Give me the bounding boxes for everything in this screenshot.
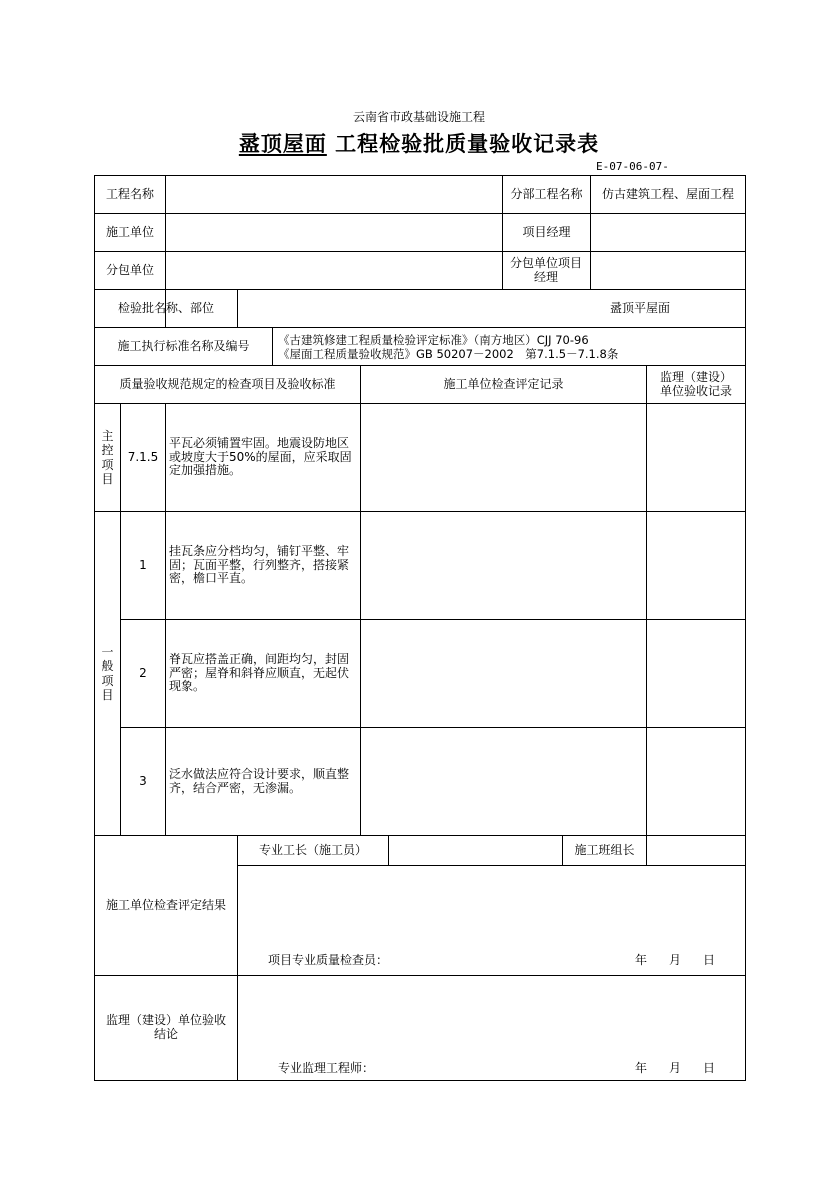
project-name-label: 工程名称	[105, 187, 154, 202]
title-underlined: 盝顶屋面	[238, 132, 327, 156]
foreman-label: 专业工长（施工员）	[258, 843, 367, 858]
month-label: 月	[668, 1060, 681, 1075]
column-contractor-record: 施工单位检查评定记录	[443, 377, 564, 392]
general-item-contractor-record[interactable]	[361, 512, 646, 619]
team-leader-label: 施工班组长	[574, 843, 635, 858]
contractor-value[interactable]	[170, 214, 500, 251]
contractor-result-area[interactable]	[238, 866, 745, 946]
general-item-contractor-record[interactable]	[361, 620, 646, 727]
main-items-group-label: 主 控 项 目	[101, 429, 114, 486]
general-item-contractor-record[interactable]	[361, 728, 646, 835]
sub-manager-value[interactable]	[591, 252, 745, 289]
main-item-text: 平瓦必须铺置牢固。地震设防地区或坡度大于50%的屋面，应采取固定加强措施。	[169, 435, 352, 478]
general-item-text: 挂瓦条应分档均匀，铺钉平整、牢固；瓦面平整，行列整齐，搭接紧密，檐口平直。	[169, 543, 350, 586]
subtitle: 云南省市政基础设施工程	[352, 110, 485, 124]
contractor-label: 施工单位	[105, 225, 154, 240]
engineer-label: 专业监理工程师：	[278, 1060, 375, 1075]
column-criteria: 质量验收规范规定的检查项目及验收标准	[119, 377, 336, 392]
division-value[interactable]: 仿古建筑工程、屋面工程	[601, 187, 734, 202]
main-item-number: 7.1.5	[127, 450, 159, 465]
standard-value	[278, 330, 744, 364]
main-item-contractor-record[interactable]	[361, 404, 646, 511]
supervisor-result-label: 监理（建设）单位验收结论	[105, 1013, 226, 1041]
general-item-supervisor-record[interactable]	[647, 512, 745, 619]
general-item-supervisor-record[interactable]	[647, 620, 745, 727]
inspector-label: 项目专业质量检查员：	[268, 952, 389, 967]
day-label: 日	[702, 952, 715, 967]
general-item-text: 脊瓦应搭盖正确，间距均匀，封固严密；屋脊和斜脊应顺直，无起伏现象。	[169, 651, 350, 694]
general-item-number: 2	[139, 666, 147, 681]
title-rest: 工程检验批质量验收记录表	[326, 132, 600, 156]
supervisor-result-area[interactable]	[238, 976, 745, 1054]
foreman-value[interactable]	[389, 836, 562, 865]
sub-manager-label: 分包单位项目经理	[509, 256, 582, 284]
subcontractor-label: 分包单位	[105, 263, 154, 278]
year-label: 年	[634, 1060, 647, 1075]
standard-label: 施工执行标准名称及编号	[117, 339, 250, 354]
general-item-number: 1	[139, 558, 147, 573]
page-title	[0, 128, 838, 158]
manager-value[interactable]	[591, 214, 745, 251]
general-item-number: 3	[139, 774, 147, 789]
standard-line-1: 《古建筑修建工程质量检验评定标准》（南方地区）CJJ 70-96	[278, 332, 589, 347]
general-item-supervisor-record[interactable]	[647, 728, 745, 835]
general-items-group-label: 一 般 项 目	[101, 645, 114, 702]
general-item-text: 泛水做法应符合设计要求，顺直整齐，结合严密，无渗漏。	[169, 766, 350, 795]
form-code: E-07-06-07-	[596, 160, 669, 173]
batch-value[interactable]: 盝顶平屋面	[609, 301, 670, 316]
day-label: 日	[702, 1060, 715, 1075]
division-label: 分部工程名称	[510, 187, 583, 202]
manager-label: 项目经理	[522, 225, 571, 240]
contractor-result-label: 施工单位检查评定结果	[105, 897, 226, 912]
standard-line-2: 《屋面工程质量验收规范》GB 50207－2002 第7.1.5－7.1.8条	[278, 347, 619, 361]
column-supervisor-record: 监理（建设）单位验收记录	[659, 370, 732, 398]
project-name-value[interactable]	[170, 176, 500, 213]
month-label: 月	[668, 952, 681, 967]
main-item-supervisor-record[interactable]	[647, 404, 745, 511]
subcontractor-value[interactable]	[170, 252, 500, 289]
year-label: 年	[634, 952, 647, 967]
batch-label: 检验批名称、部位	[117, 301, 214, 316]
team-leader-value[interactable]	[647, 836, 745, 865]
